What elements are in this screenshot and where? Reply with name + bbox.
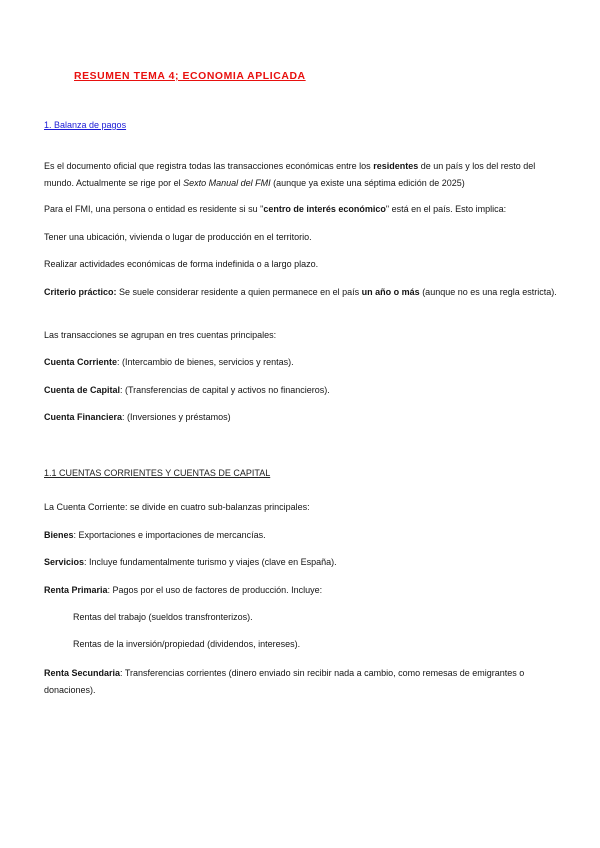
- bold-cuenta-capital: Cuenta de Capital: [44, 385, 121, 395]
- paragraph-cuenta-corriente: Cuenta Corriente: (Intercambio de bienes, servicios y rentas).: [44, 357, 294, 367]
- italic-sexto-manual: Sexto Manual del FMI: [183, 177, 271, 188]
- paragraph-cuenta-corriente-intro: La Cuenta Corriente: se divide en cuatro sub-balanzas principales:: [44, 502, 310, 512]
- bold-un-anio: un año o más: [361, 287, 420, 297]
- bold-renta-secundaria: Renta Secundaria: [44, 668, 121, 678]
- bold-cuenta-financiera: Cuenta Financiera: [44, 412, 123, 422]
- paragraph-cuenta-financiera: Cuenta Financiera: (Inversiones y préstamos): [44, 412, 231, 422]
- section-heading-balanza-de-pagos[interactable]: 1. Balanza de pagos: [44, 120, 127, 130]
- section-heading-cuentas-corrientes: 1.1 CUENTAS CORRIENTES Y CUENTAS DE CAPITAL: [44, 468, 271, 478]
- paragraph-transacciones: Las transacciones se agrupan en tres cuentas principales:: [44, 330, 277, 340]
- paragraph-fmi-residente: Para el FMI, una persona o entidad es residente si su "centro de interés económico" está en el país. Esto implica:: [44, 204, 507, 214]
- paragraph-intro: Es el documento oficial que registra todas las transacciones económicas entre los residentes de un país y los del resto del mundo. Actualmente se rige por el Sexto Manual del FMI (aunque ya existe una séptima edición de 2025): [44, 161, 536, 188]
- paragraph-renta-primaria: Renta Primaria: Pagos por el uso de factores de producción. Incluye:: [44, 585, 323, 595]
- bold-residentes: residentes: [373, 161, 419, 171]
- bold-renta-primaria: Renta Primaria: [44, 585, 108, 595]
- paragraph-renta-secundaria: Renta Secundaria: Transferencias corrientes (dinero enviado sin recibir nada a cambio, como remesas de emigrantes o donaciones).: [44, 668, 525, 695]
- paragraph-cuenta-capital: Cuenta de Capital: (Transferencias de capital y activos no financieros).: [44, 385, 330, 395]
- paragraph-criterio-practico: Criterio práctico: Se suele considerar residente a quien permanece en el país un año o más (aunque no es una regla estricta).: [44, 287, 557, 297]
- bold-servicios: Servicios: [44, 557, 85, 567]
- bold-criterio-practico: Criterio práctico:: [44, 287, 117, 297]
- bold-centro-interes: centro de interés económico: [263, 204, 386, 214]
- paragraph-servicios: Servicios: Incluye fundamentalmente turismo y viajes (clave en España).: [44, 557, 337, 567]
- paragraph-actividades: Realizar actividades económicas de forma indefinida o a largo plazo.: [44, 259, 319, 269]
- document-title: RESUMEN TEMA 4; ECONOMIA APLICADA: [74, 71, 306, 82]
- paragraph-rentas-trabajo: Rentas del trabajo (sueldos transfronterizos).: [73, 612, 253, 622]
- paragraph-ubicacion: Tener una ubicación, vivienda o lugar de producción en el territorio.: [44, 232, 312, 242]
- bold-bienes: Bienes: [44, 530, 74, 540]
- paragraph-rentas-inversion: Rentas de la inversión/propiedad (dividendos, intereses).: [73, 639, 301, 649]
- bold-cuenta-corriente: Cuenta Corriente: [44, 357, 118, 367]
- paragraph-bienes: Bienes: Exportaciones e importaciones de mercancías.: [44, 530, 266, 540]
